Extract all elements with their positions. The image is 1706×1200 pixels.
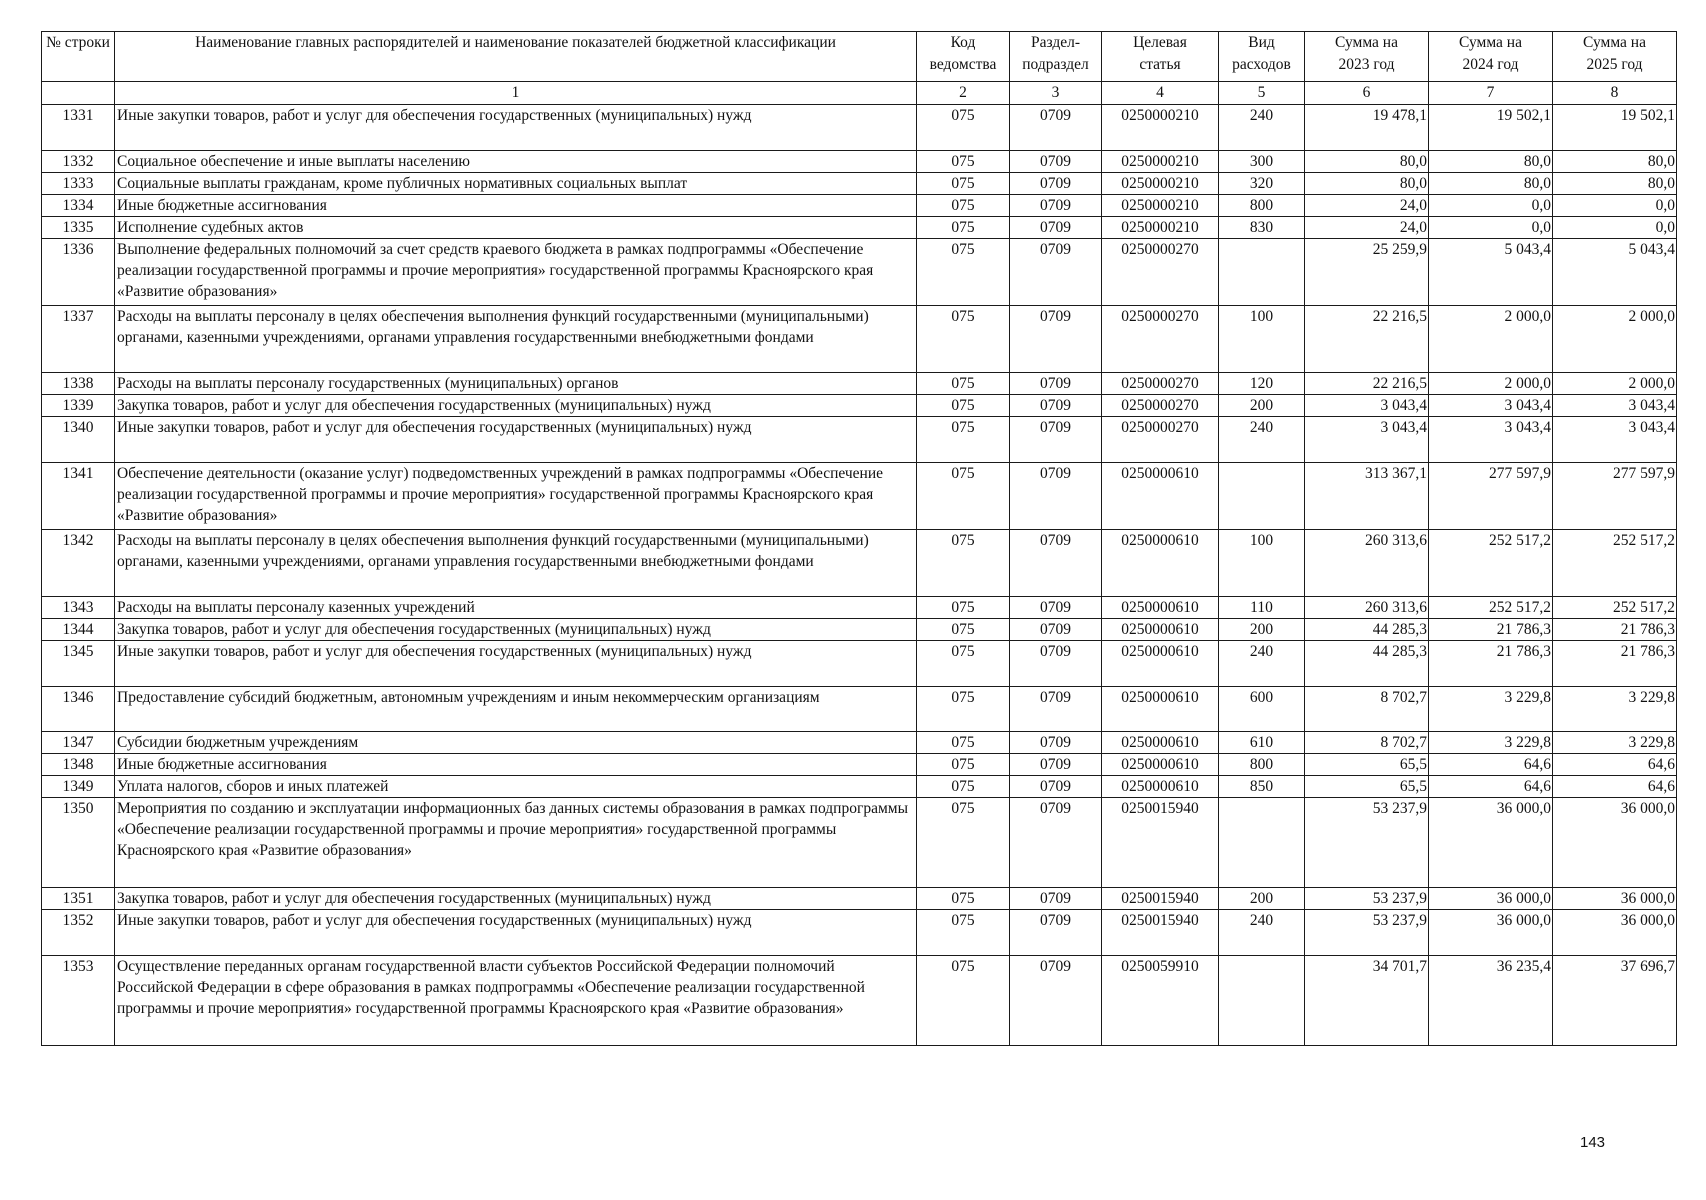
expense-type: 850 [1219, 776, 1305, 798]
dept-code: 075 [917, 217, 1010, 239]
table-row [42, 732, 1677, 754]
row-name: Расходы на выплаты персоналу в целях обеспечения выполнения функций государственными (муниципальными) органами, казенными учреждениями, органами управления государственными внебюджетными фондами [115, 530, 917, 597]
column-number: 1 [115, 82, 917, 105]
row-number: 1334 [42, 195, 115, 217]
row-number: 1352 [42, 910, 115, 956]
sum-2023: 260 313,6 [1305, 530, 1429, 597]
dept-code: 075 [917, 463, 1010, 530]
sum-2025: 3 043,4 [1553, 417, 1677, 463]
section-code: 0709 [1010, 151, 1102, 173]
sum-2025: 21 786,3 [1553, 641, 1677, 687]
dept-code: 075 [917, 754, 1010, 776]
expense-type: 100 [1219, 306, 1305, 373]
dept-code: 075 [917, 687, 1010, 732]
section-code: 0709 [1010, 888, 1102, 910]
table-row [42, 195, 1677, 217]
section-code: 0709 [1010, 641, 1102, 687]
expense-type [1219, 239, 1305, 306]
row-number: 1348 [42, 754, 115, 776]
target-article: 0250000610 [1102, 687, 1219, 732]
sum-2025: 2 000,0 [1553, 373, 1677, 395]
column-number [42, 82, 115, 105]
dept-code: 075 [917, 530, 1010, 597]
target-article: 0250000210 [1102, 217, 1219, 239]
section-code: 0709 [1010, 910, 1102, 956]
expense-type: 610 [1219, 732, 1305, 754]
row-name: Выполнение федеральных полномочий за счет средств краевого бюджета в рамках подпрограммы «Обеспечение реализации государственной программы и прочие мероприятия» государственной программы Красноярского края «Развитие образования» [115, 239, 917, 306]
sum-2023: 34 701,7 [1305, 956, 1429, 1046]
column-number: 5 [1219, 82, 1305, 105]
row-number: 1335 [42, 217, 115, 239]
sum-2024: 36 000,0 [1429, 888, 1553, 910]
sum-2023: 65,5 [1305, 754, 1429, 776]
column-number: 4 [1102, 82, 1219, 105]
table-row [42, 306, 1677, 373]
sum-2024: 19 502,1 [1429, 105, 1553, 151]
row-name: Субсидии бюджетным учреждениям [115, 732, 917, 754]
row-name: Закупка товаров, работ и услуг для обеспечения государственных (муниципальных) нужд [115, 888, 917, 910]
sum-2024: 0,0 [1429, 217, 1553, 239]
dept-code: 075 [917, 619, 1010, 641]
row-number: 1340 [42, 417, 115, 463]
sum-2024: 3 229,8 [1429, 687, 1553, 732]
column-number: 6 [1305, 82, 1429, 105]
table-row [42, 641, 1677, 687]
sum-2024: 0,0 [1429, 195, 1553, 217]
dept-code: 075 [917, 239, 1010, 306]
sum-2023: 65,5 [1305, 776, 1429, 798]
target-article: 0250000610 [1102, 641, 1219, 687]
section-code: 0709 [1010, 776, 1102, 798]
section-code: 0709 [1010, 597, 1102, 619]
table-row [42, 173, 1677, 195]
sum-2023: 22 216,5 [1305, 306, 1429, 373]
expense-type: 110 [1219, 597, 1305, 619]
dept-code: 075 [917, 373, 1010, 395]
sum-2024: 36 000,0 [1429, 910, 1553, 956]
target-article: 0250000610 [1102, 732, 1219, 754]
sum-2024: 80,0 [1429, 151, 1553, 173]
table-row [42, 754, 1677, 776]
expense-type [1219, 956, 1305, 1046]
row-name: Иные закупки товаров, работ и услуг для обеспечения государственных (муниципальных) нужд [115, 417, 917, 463]
row-number: 1333 [42, 173, 115, 195]
column-number: 2 [917, 82, 1010, 105]
sum-2025: 80,0 [1553, 173, 1677, 195]
sum-2023: 24,0 [1305, 217, 1429, 239]
sum-2023: 44 285,3 [1305, 641, 1429, 687]
sum-2024: 80,0 [1429, 173, 1553, 195]
section-code: 0709 [1010, 417, 1102, 463]
table-row [42, 463, 1677, 530]
expense-type [1219, 798, 1305, 888]
sum-2024: 21 786,3 [1429, 619, 1553, 641]
target-article: 0250015940 [1102, 888, 1219, 910]
sum-2024: 3 043,4 [1429, 417, 1553, 463]
target-article: 0250000210 [1102, 105, 1219, 151]
row-name: Расходы на выплаты персоналу казенных учреждений [115, 597, 917, 619]
sum-2024: 277 597,9 [1429, 463, 1553, 530]
section-code: 0709 [1010, 463, 1102, 530]
row-name: Иные закупки товаров, работ и услуг для обеспечения государственных (муниципальных) нужд [115, 105, 917, 151]
header-sum-2025: Сумма на 2025 год [1553, 32, 1677, 82]
row-name: Расходы на выплаты персоналу государственных (муниципальных) органов [115, 373, 917, 395]
row-number: 1344 [42, 619, 115, 641]
row-number: 1347 [42, 732, 115, 754]
row-number: 1346 [42, 687, 115, 732]
sum-2024: 252 517,2 [1429, 597, 1553, 619]
target-article: 0250000610 [1102, 530, 1219, 597]
sum-2025: 36 000,0 [1553, 798, 1677, 888]
dept-code: 075 [917, 105, 1010, 151]
sum-2023: 80,0 [1305, 151, 1429, 173]
expense-type: 200 [1219, 395, 1305, 417]
sum-2023: 44 285,3 [1305, 619, 1429, 641]
row-number: 1349 [42, 776, 115, 798]
row-name: Обеспечение деятельности (оказание услуг) подведомственных учреждений в рамках подпрограммы «Обеспечение реализации государственной программы и прочие мероприятия» государственной программы Красноярского края «Развитие образования» [115, 463, 917, 530]
expense-type: 240 [1219, 417, 1305, 463]
sum-2025: 3 043,4 [1553, 395, 1677, 417]
section-code: 0709 [1010, 395, 1102, 417]
sum-2025: 64,6 [1553, 754, 1677, 776]
row-name: Иные бюджетные ассигнования [115, 195, 917, 217]
table-row [42, 798, 1677, 888]
column-number: 8 [1553, 82, 1677, 105]
row-number: 1342 [42, 530, 115, 597]
target-article: 0250000270 [1102, 239, 1219, 306]
section-code: 0709 [1010, 687, 1102, 732]
sum-2025: 3 229,8 [1553, 687, 1677, 732]
target-article: 0250000610 [1102, 754, 1219, 776]
sum-2025: 19 502,1 [1553, 105, 1677, 151]
header-name: Наименование главных распорядителей и наименование показателей бюджетной классификации [115, 32, 917, 82]
sum-2023: 25 259,9 [1305, 239, 1429, 306]
target-article: 0250015940 [1102, 910, 1219, 956]
sum-2023: 3 043,4 [1305, 417, 1429, 463]
table-row [42, 687, 1677, 732]
sum-2023: 260 313,6 [1305, 597, 1429, 619]
row-name: Иные закупки товаров, работ и услуг для обеспечения государственных (муниципальных) нужд [115, 641, 917, 687]
expense-type: 240 [1219, 910, 1305, 956]
dept-code: 075 [917, 776, 1010, 798]
sum-2023: 8 702,7 [1305, 732, 1429, 754]
target-article: 0250000270 [1102, 373, 1219, 395]
target-article: 0250000210 [1102, 195, 1219, 217]
expense-type: 800 [1219, 195, 1305, 217]
row-name: Закупка товаров, работ и услуг для обеспечения государственных (муниципальных) нужд [115, 395, 917, 417]
section-code: 0709 [1010, 105, 1102, 151]
sum-2025: 277 597,9 [1553, 463, 1677, 530]
sum-2023: 22 216,5 [1305, 373, 1429, 395]
sum-2025: 2 000,0 [1553, 306, 1677, 373]
table-row [42, 597, 1677, 619]
sum-2023: 53 237,9 [1305, 910, 1429, 956]
row-name: Закупка товаров, работ и услуг для обеспечения государственных (муниципальных) нужд [115, 619, 917, 641]
sum-2023: 19 478,1 [1305, 105, 1429, 151]
row-name: Уплата налогов, сборов и иных платежей [115, 776, 917, 798]
sum-2025: 252 517,2 [1553, 597, 1677, 619]
header-row-number: № строки [42, 32, 115, 82]
row-name: Мероприятия по созданию и эксплуатации информационных баз данных системы образования в рамках подпрограммы «Обеспечение реализации государственной программы и прочие мероприятия» государственной программы Красноярского края «Развитие образования» [115, 798, 917, 888]
sum-2025: 252 517,2 [1553, 530, 1677, 597]
target-article: 0250000610 [1102, 597, 1219, 619]
table-row [42, 910, 1677, 956]
header-target-article: Целевая статья [1102, 32, 1219, 82]
sum-2024: 64,6 [1429, 776, 1553, 798]
expense-type: 200 [1219, 619, 1305, 641]
table-row [42, 776, 1677, 798]
header-section: Раздел-подраздел [1010, 32, 1102, 82]
section-code: 0709 [1010, 619, 1102, 641]
table-row [42, 105, 1677, 151]
row-name: Осуществление переданных органам государственной власти субъектов Российской Федерации полномочий Российской Федерации в сфере образования в рамках подпрограммы «Обеспечение реализации государственной программы и прочие мероприятия» государственной программы Красноярского края «Развитие образования» [115, 956, 917, 1046]
sum-2025: 80,0 [1553, 151, 1677, 173]
page-number: 143 [1580, 1134, 1606, 1151]
sum-2023: 313 367,1 [1305, 463, 1429, 530]
section-code: 0709 [1010, 195, 1102, 217]
sum-2024: 5 043,4 [1429, 239, 1553, 306]
row-number: 1336 [42, 239, 115, 306]
sum-2023: 3 043,4 [1305, 395, 1429, 417]
sum-2025: 36 000,0 [1553, 910, 1677, 956]
row-number: 1332 [42, 151, 115, 173]
table-row [42, 217, 1677, 239]
section-code: 0709 [1010, 798, 1102, 888]
sum-2023: 53 237,9 [1305, 888, 1429, 910]
table-row [42, 373, 1677, 395]
sum-2025: 64,6 [1553, 776, 1677, 798]
dept-code: 075 [917, 306, 1010, 373]
section-code: 0709 [1010, 306, 1102, 373]
expense-type: 200 [1219, 888, 1305, 910]
dept-code: 075 [917, 956, 1010, 1046]
dept-code: 075 [917, 910, 1010, 956]
row-number: 1341 [42, 463, 115, 530]
table-row [42, 151, 1677, 173]
sum-2025: 0,0 [1553, 217, 1677, 239]
row-name: Иные закупки товаров, работ и услуг для обеспечения государственных (муниципальных) нужд [115, 910, 917, 956]
sum-2024: 3 229,8 [1429, 732, 1553, 754]
header-dept-code: Код ведомства [917, 32, 1010, 82]
row-number: 1338 [42, 373, 115, 395]
dept-code: 075 [917, 173, 1010, 195]
table-body [42, 105, 1677, 1046]
target-article: 0250000610 [1102, 463, 1219, 530]
dept-code: 075 [917, 888, 1010, 910]
section-code: 0709 [1010, 373, 1102, 395]
sum-2024: 21 786,3 [1429, 641, 1553, 687]
sum-2025: 21 786,3 [1553, 619, 1677, 641]
dept-code: 075 [917, 417, 1010, 463]
target-article: 0250000270 [1102, 417, 1219, 463]
table-row [42, 417, 1677, 463]
expense-type: 320 [1219, 173, 1305, 195]
target-article: 0250000210 [1102, 173, 1219, 195]
dept-code: 075 [917, 151, 1010, 173]
table-row [42, 239, 1677, 306]
sum-2024: 36 235,4 [1429, 956, 1553, 1046]
section-code: 0709 [1010, 732, 1102, 754]
target-article: 0250000270 [1102, 395, 1219, 417]
row-number: 1351 [42, 888, 115, 910]
header-sum-2023: Сумма на 2023 год [1305, 32, 1429, 82]
sum-2024: 64,6 [1429, 754, 1553, 776]
target-article: 0250059910 [1102, 956, 1219, 1046]
row-number: 1343 [42, 597, 115, 619]
row-name: Предоставление субсидий бюджетным, автономным учреждениям и иным некоммерческим организациям [115, 687, 917, 732]
expense-type: 800 [1219, 754, 1305, 776]
row-number: 1331 [42, 105, 115, 151]
expense-type: 830 [1219, 217, 1305, 239]
sum-2024: 36 000,0 [1429, 798, 1553, 888]
sum-2023: 80,0 [1305, 173, 1429, 195]
sum-2024: 3 043,4 [1429, 395, 1553, 417]
sum-2023: 8 702,7 [1305, 687, 1429, 732]
column-number-row [42, 82, 1677, 105]
table-row [42, 956, 1677, 1046]
sum-2023: 24,0 [1305, 195, 1429, 217]
sum-2025: 0,0 [1553, 195, 1677, 217]
section-code: 0709 [1010, 956, 1102, 1046]
row-name: Социальные выплаты гражданам, кроме публичных нормативных социальных выплат [115, 173, 917, 195]
target-article: 0250000610 [1102, 619, 1219, 641]
table-row [42, 619, 1677, 641]
row-number: 1339 [42, 395, 115, 417]
sum-2025: 5 043,4 [1553, 239, 1677, 306]
row-number: 1337 [42, 306, 115, 373]
sum-2025: 3 229,8 [1553, 732, 1677, 754]
target-article: 0250000270 [1102, 306, 1219, 373]
dept-code: 075 [917, 732, 1010, 754]
header-sum-2024: Сумма на 2024 год [1429, 32, 1553, 82]
row-name: Исполнение судебных актов [115, 217, 917, 239]
section-code: 0709 [1010, 173, 1102, 195]
row-number: 1353 [42, 956, 115, 1046]
dept-code: 075 [917, 395, 1010, 417]
section-code: 0709 [1010, 530, 1102, 597]
dept-code: 075 [917, 798, 1010, 888]
budget-table [41, 31, 1677, 1046]
header-expense-type: Вид расходов [1219, 32, 1305, 82]
section-code: 0709 [1010, 754, 1102, 776]
row-name: Иные бюджетные ассигнования [115, 754, 917, 776]
row-name: Социальное обеспечение и иные выплаты населению [115, 151, 917, 173]
column-number: 3 [1010, 82, 1102, 105]
table-row [42, 395, 1677, 417]
expense-type: 240 [1219, 105, 1305, 151]
sum-2025: 36 000,0 [1553, 888, 1677, 910]
dept-code: 075 [917, 597, 1010, 619]
dept-code: 075 [917, 195, 1010, 217]
table-row [42, 888, 1677, 910]
expense-type: 600 [1219, 687, 1305, 732]
expense-type: 100 [1219, 530, 1305, 597]
column-number: 7 [1429, 82, 1553, 105]
section-code: 0709 [1010, 239, 1102, 306]
target-article: 0250015940 [1102, 798, 1219, 888]
sum-2024: 2 000,0 [1429, 373, 1553, 395]
expense-type [1219, 463, 1305, 530]
target-article: 0250000210 [1102, 151, 1219, 173]
sum-2024: 252 517,2 [1429, 530, 1553, 597]
row-number: 1350 [42, 798, 115, 888]
row-number: 1345 [42, 641, 115, 687]
expense-type: 300 [1219, 151, 1305, 173]
expense-type: 240 [1219, 641, 1305, 687]
sum-2025: 37 696,7 [1553, 956, 1677, 1046]
row-name: Расходы на выплаты персоналу в целях обеспечения выполнения функций государственными (муниципальными) органами, казенными учреждениями, органами управления государственными внебюджетными фондами [115, 306, 917, 373]
sum-2024: 2 000,0 [1429, 306, 1553, 373]
table-row [42, 530, 1677, 597]
dept-code: 075 [917, 641, 1010, 687]
target-article: 0250000610 [1102, 776, 1219, 798]
table-header [42, 32, 1677, 105]
sum-2023: 53 237,9 [1305, 798, 1429, 888]
budget-table-container [41, 31, 1677, 1046]
section-code: 0709 [1010, 217, 1102, 239]
expense-type: 120 [1219, 373, 1305, 395]
